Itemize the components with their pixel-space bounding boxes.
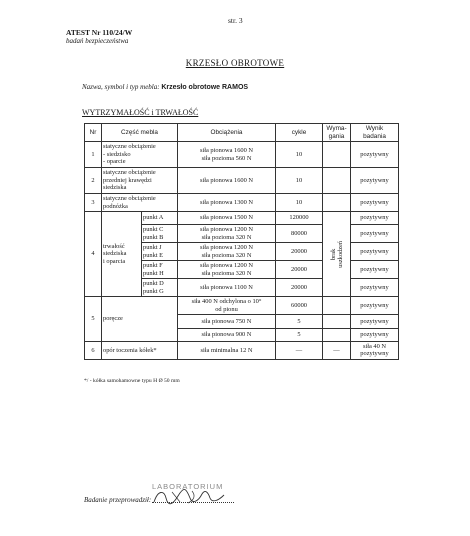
subrow-result: pozytywny bbox=[351, 297, 399, 315]
table-row bbox=[85, 142, 399, 168]
subrow-result: pozytywny bbox=[351, 225, 399, 243]
footnote: */ - kółka samohamowne typu H Ø 50 mm bbox=[84, 378, 180, 384]
row-requirements: — bbox=[323, 341, 351, 359]
subrow-point: punkt C punkt B bbox=[142, 225, 178, 243]
row-result: pozytywny bbox=[351, 194, 399, 212]
subrow-load: siła 400 N odchylona o 10° od pionu bbox=[178, 297, 276, 315]
subrow-cycles: 5 bbox=[276, 315, 323, 328]
row-load: siła minimalna 12 N bbox=[178, 341, 276, 359]
header-requirements: Wyma- gania bbox=[323, 124, 351, 142]
group4-part: trwałość siedziska i oparcia bbox=[102, 212, 142, 297]
subrow-cycles: 60000 bbox=[276, 297, 323, 315]
row-part: statyczne obciążenie przedniej krawędzi siedziska bbox=[102, 168, 178, 194]
subrow-cycles: 80000 bbox=[276, 225, 323, 243]
table-row bbox=[85, 212, 399, 225]
subrow-result: pozytywny bbox=[351, 315, 399, 328]
group5-part: poręcze bbox=[102, 297, 178, 342]
row-cycles: 10 bbox=[276, 168, 323, 194]
row-requirements bbox=[323, 194, 351, 212]
furniture-name-value: Krzesło obrotowe RAMOS bbox=[161, 84, 249, 91]
subrow-cycles: 20000 bbox=[276, 243, 323, 261]
laboratory-stamp: LABORATORIUM bbox=[152, 482, 224, 491]
subrow-requirements bbox=[323, 297, 351, 315]
row-load: siła pionowa 1600 N siła pozioma 560 N bbox=[178, 142, 276, 168]
page-number: str. 3 bbox=[228, 16, 243, 25]
row-load: siła pionowa 1300 N bbox=[178, 194, 276, 212]
subrow-result: pozytywny bbox=[351, 279, 399, 297]
table-row bbox=[85, 297, 399, 315]
subrow-cycles: 120000 bbox=[276, 212, 323, 225]
subrow-result: pozytywny bbox=[351, 328, 399, 341]
header-load: Obciążenia bbox=[178, 124, 276, 142]
table-row bbox=[85, 194, 399, 212]
row-cycles: 10 bbox=[276, 142, 323, 168]
row-part: statyczne obciążenie - siedzisko - oparcie bbox=[102, 142, 178, 168]
subrow-load: siła pionowa 900 N bbox=[178, 328, 276, 341]
table-row bbox=[85, 341, 399, 359]
subrow-point: punkt A bbox=[142, 212, 178, 225]
header-part: Część mebla bbox=[102, 124, 178, 142]
row-part: opór toczenia kółek* bbox=[102, 341, 178, 359]
group5-nr: 5 bbox=[85, 297, 102, 342]
row-part: statyczne obciążenie podnóżka bbox=[102, 194, 178, 212]
document-title: KRZESŁO OBROTOWE bbox=[185, 58, 285, 68]
subrow-load: siła pionowa 1100 N bbox=[178, 279, 276, 297]
row-nr: 6 bbox=[85, 341, 102, 359]
row-nr: 1 bbox=[85, 142, 102, 168]
group4-requirements bbox=[323, 212, 351, 297]
row-cycles: 10 bbox=[276, 194, 323, 212]
subrow-load: siła pionowa 1200 N siła pozioma 320 N bbox=[178, 243, 276, 261]
handwritten-signature-icon bbox=[148, 486, 238, 508]
section-title: WYTRZYMAŁOŚĆ i TRWAŁOŚĆ bbox=[82, 108, 199, 117]
table-header-row bbox=[85, 124, 399, 142]
furniture-name-label: Nazwa, symbol i typ mebla: bbox=[82, 83, 160, 91]
subrow-load: siła pionowa 750 N bbox=[178, 315, 276, 328]
row-nr: 2 bbox=[85, 168, 102, 194]
header-result: Wynik badania bbox=[351, 124, 399, 142]
row-result: pozytywny bbox=[351, 168, 399, 194]
subrow-cycles: 20000 bbox=[276, 279, 323, 297]
row-result: siła 40 N pozytywny bbox=[351, 341, 399, 359]
group4-nr: 4 bbox=[85, 212, 102, 297]
requirements-vertical-text: brak uszkodzeń bbox=[330, 240, 345, 268]
signature-line bbox=[152, 501, 234, 503]
furniture-name-line bbox=[82, 83, 248, 91]
subrow-requirements bbox=[323, 328, 351, 341]
strength-test-table bbox=[84, 123, 399, 360]
row-load: siła pionowa 1600 N bbox=[178, 168, 276, 194]
row-requirements bbox=[323, 142, 351, 168]
row-result: pozytywny bbox=[351, 142, 399, 168]
subrow-result: pozytywny bbox=[351, 212, 399, 225]
row-cycles: — bbox=[276, 341, 323, 359]
signature-label: Badanie przeprowadził: bbox=[84, 496, 152, 504]
subrow-result: pozytywny bbox=[351, 261, 399, 279]
table-row bbox=[85, 168, 399, 194]
subrow-cycles: 5 bbox=[276, 328, 323, 341]
header-cycles: cykle bbox=[276, 124, 323, 142]
certificate-number: ATEST Nr 110/24/W bbox=[66, 28, 133, 37]
subrow-point: punkt J punkt E bbox=[142, 243, 178, 261]
subrow-point: punkt D punkt G bbox=[142, 279, 178, 297]
subrow-result: pozytywny bbox=[351, 243, 399, 261]
subrow-load: siła pionowa 1200 N siła pozioma 320 N bbox=[178, 225, 276, 243]
row-requirements bbox=[323, 168, 351, 194]
subrow-cycles: 20000 bbox=[276, 261, 323, 279]
row-nr: 3 bbox=[85, 194, 102, 212]
certificate-subtitle: badań bezpieczeństwa bbox=[66, 37, 129, 45]
subrow-point: punkt F punkt H bbox=[142, 261, 178, 279]
subrow-load: siła pionowa 1200 N siła pozioma 320 N bbox=[178, 261, 276, 279]
subrow-requirements bbox=[323, 315, 351, 328]
header-nr: Nr bbox=[85, 124, 102, 142]
subrow-load: siła pionowa 1500 N bbox=[178, 212, 276, 225]
